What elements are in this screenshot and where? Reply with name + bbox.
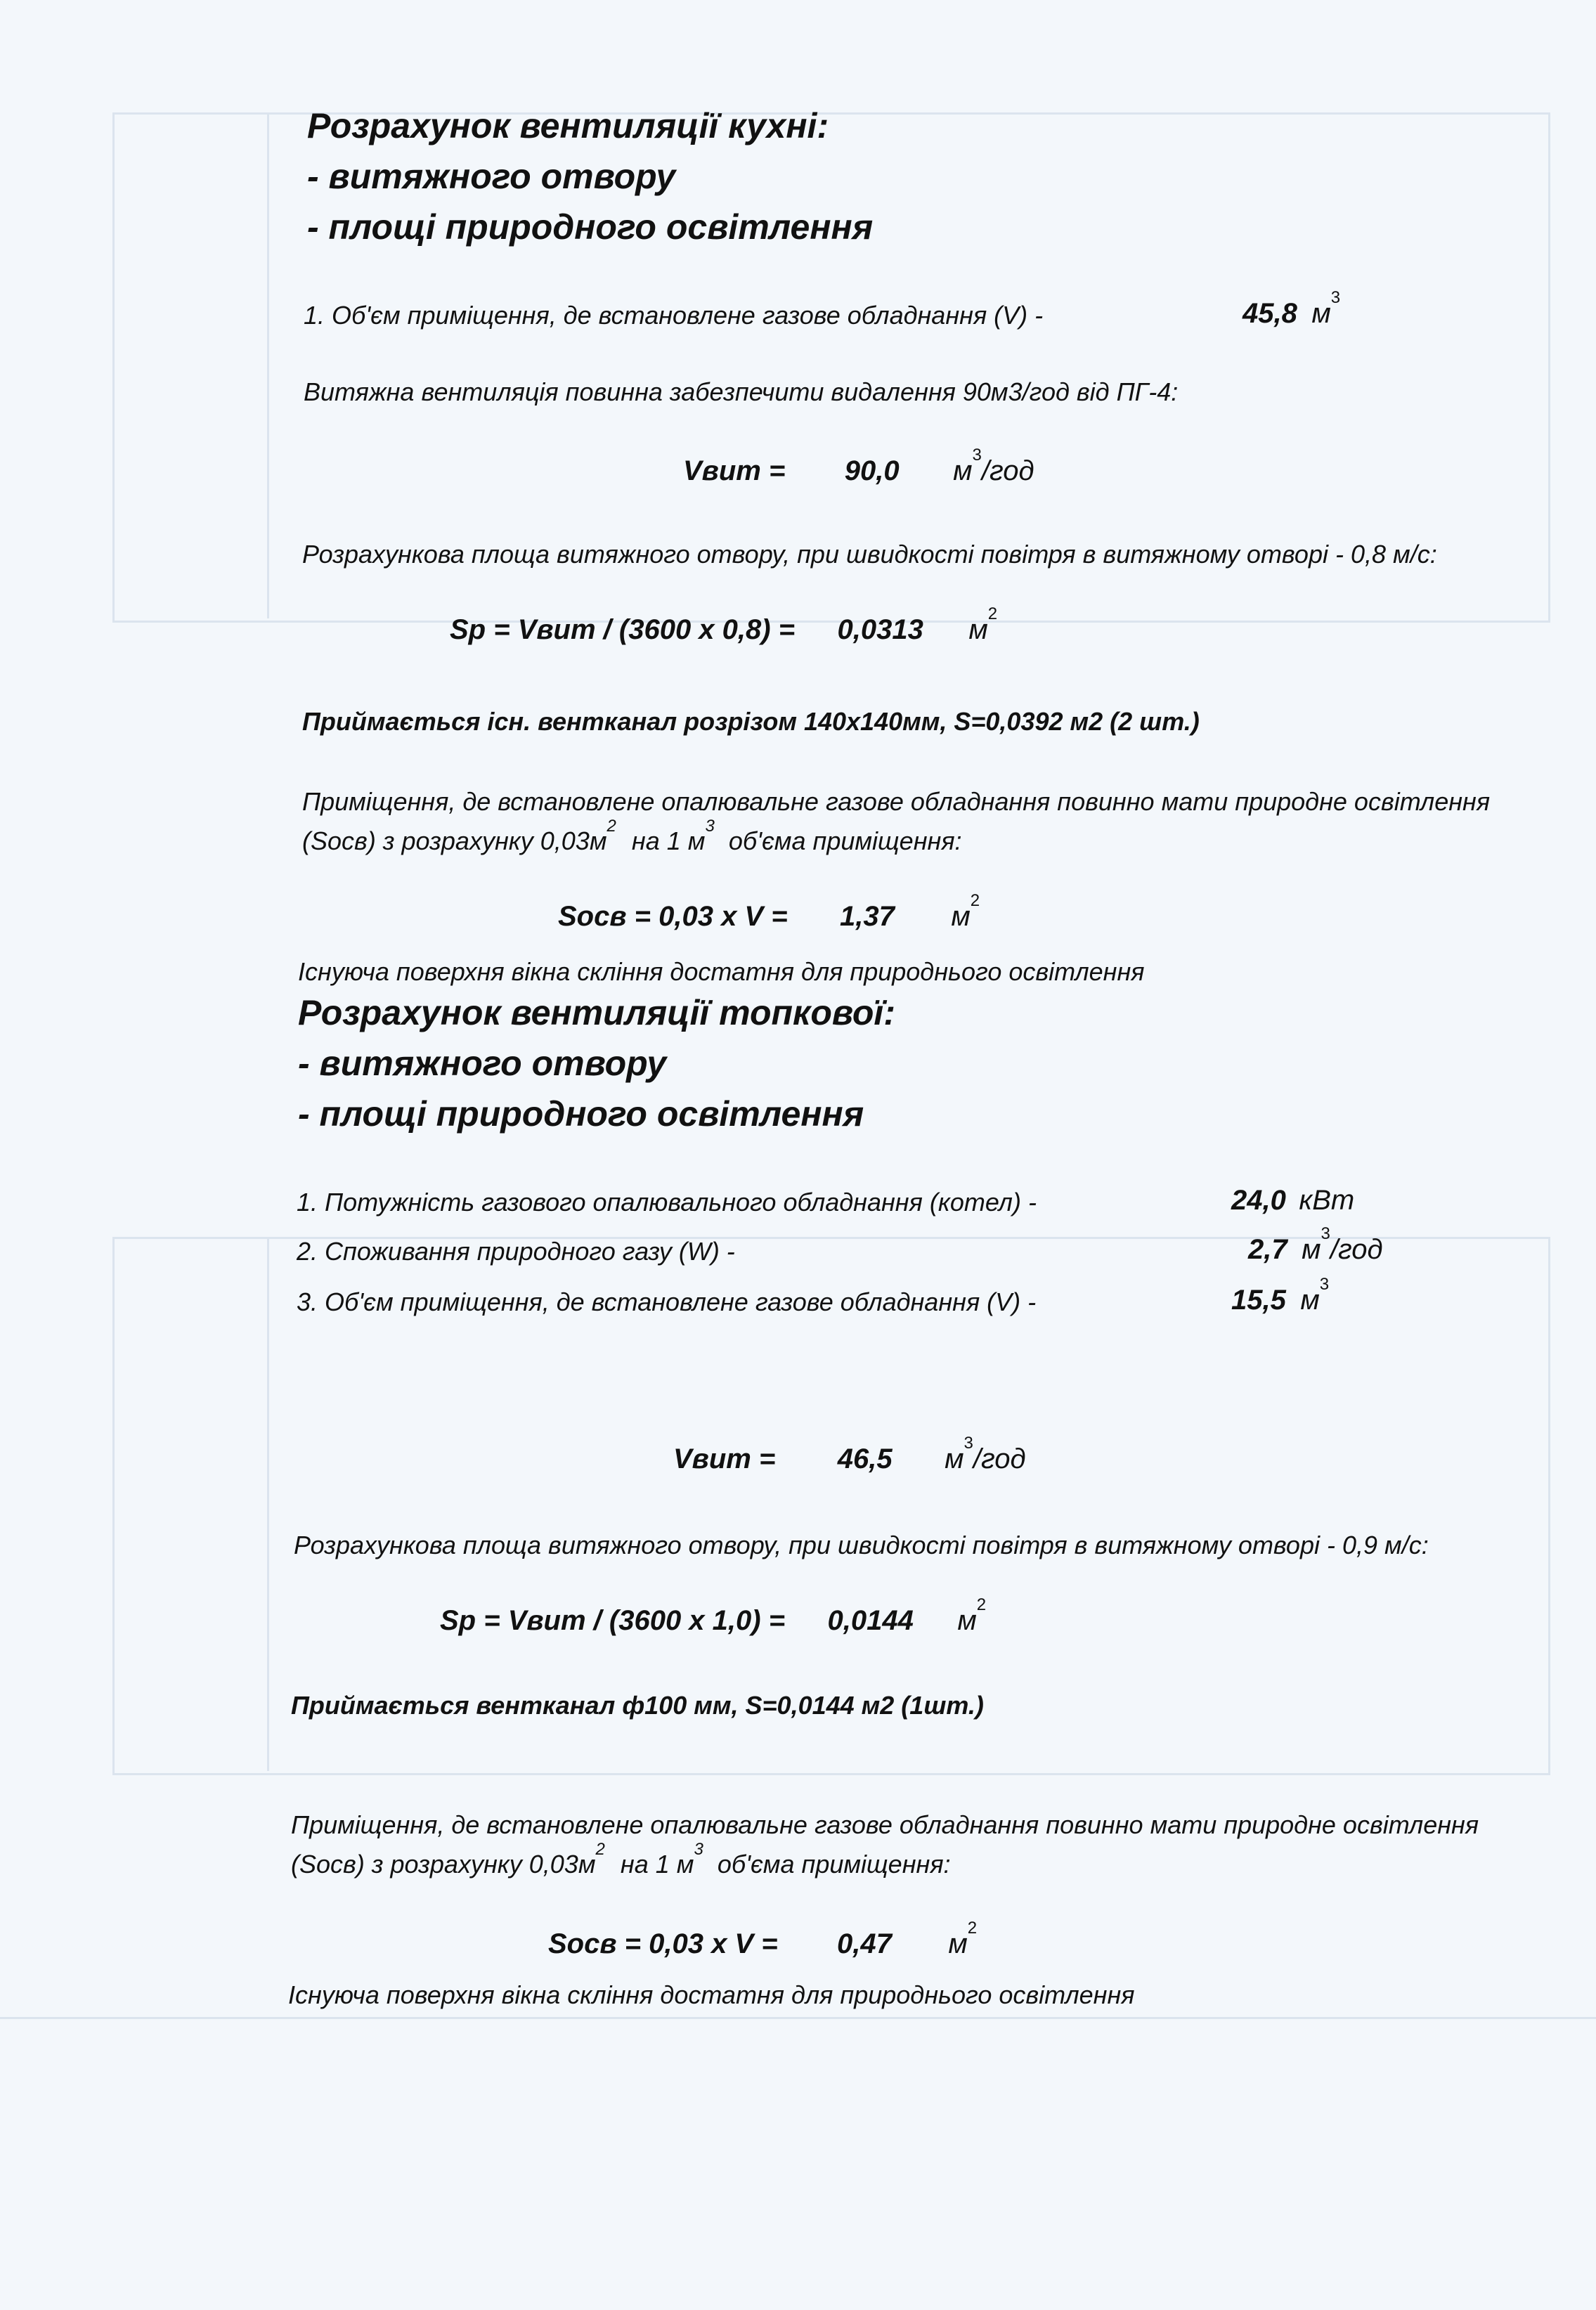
boiler-vvyt-label: Vвит =: [673, 1443, 776, 1474]
boiler-power-value: 24,0: [1231, 1185, 1286, 1216]
boiler-sp-unit: м: [957, 1605, 977, 1636]
boiler-power-label: 1. Потужність газового опалювального обладнання (котел) -: [297, 1188, 1037, 1216]
boiler-sosv-formula: Sосв = 0,03 х V =: [548, 1928, 778, 1959]
kitchen-vvyt-value: 90,0: [844, 455, 900, 486]
background-title-block: [0, 2017, 1596, 2310]
boiler-volume-value: 15,5: [1231, 1285, 1286, 1316]
kitchen-light-note: Приміщення, де встановлене опалювальне газове обладнання повинно мати природне освітлення: [302, 787, 1491, 816]
kitchen-sosv-value: 1,37: [840, 901, 895, 932]
kitchen-light-note-ratio-b: на 1 м: [631, 826, 706, 855]
kitchen-volume-label: 1. Об'єм приміщення, де встановлене газове обладнання (V) -: [304, 301, 1044, 330]
boiler-gas-unit2: /год: [1330, 1234, 1383, 1265]
kitchen-sosv: [558, 891, 980, 933]
boiler-sosv-sup: 2: [967, 1919, 978, 1938]
background-divider: [267, 1237, 269, 1771]
boiler-gas-sup: 3: [1321, 1224, 1330, 1243]
boiler-volume: [1231, 1275, 1330, 1316]
kitchen-volume: [1243, 288, 1341, 330]
boiler-sosv-unit: м: [948, 1928, 968, 1959]
boiler-volume-unit: м: [1300, 1285, 1320, 1316]
boiler-light-note-sup1: 2: [595, 1840, 605, 1859]
kitchen-vvyt: [683, 446, 1034, 487]
kitchen-sosv-unit: м: [951, 901, 971, 932]
boiler-vvyt-unit: м: [945, 1443, 964, 1474]
boiler-gas: [1248, 1224, 1383, 1266]
kitchen-vvyt-label: Vвит =: [683, 455, 786, 486]
kitchen-volume-unit: м: [1311, 298, 1331, 329]
kitchen-exhaust-note: Витяжна вентиляція повинна забезпечити видалення 90м3/год від ПГ-4:: [304, 377, 1179, 406]
boiler-light-note: Приміщення, де встановлене опалювальне газове обладнання повинно мати природне освітлення: [291, 1810, 1479, 1839]
boiler-gas-value: 2,7: [1248, 1234, 1287, 1265]
boiler-sosv: [548, 1919, 978, 1960]
boiler-gas-unit: м: [1302, 1234, 1321, 1265]
boiler-light-note-ratio-a: (Sосв) з розрахунку 0,03м: [291, 1850, 596, 1879]
boiler-sufficient-note: Існуюча поверхня вікна скління достатня для природнього освітлення: [288, 1980, 1135, 2009]
kitchen-area-note: Розрахункова площа витяжного отвору, при швидкості повітря в витяжному отворі - 0,8 м/с:: [302, 540, 1437, 569]
boiler-vvyt-value: 46,5: [837, 1443, 893, 1474]
boiler-sp-sup: 2: [976, 1595, 987, 1614]
kitchen-sp: [450, 604, 998, 646]
boiler-light-note-ratio-b: на 1 м: [620, 1850, 694, 1879]
kitchen-light-note-ratio-a: (Sосв) з розрахунку 0,03м: [302, 826, 607, 855]
boiler-vvyt-unit2: /год: [973, 1443, 1026, 1474]
kitchen-vvyt-unit2: /год: [981, 455, 1034, 486]
kitchen-sp-unit: м: [968, 614, 988, 645]
boiler-vvyt: [673, 1434, 1026, 1475]
boiler-subtitle-light: - площі природного освітлення: [298, 1094, 864, 1134]
boiler-volume-label: 3. Об'єм приміщення, де встановлене газове обладнання (V) -: [297, 1287, 1037, 1316]
kitchen-vvyt-unit: м: [953, 455, 973, 486]
kitchen-subtitle-light: - площі природного освітлення: [307, 207, 874, 247]
kitchen-sp-formula: Sp = Vвит / (3600 х 0,8) =: [450, 614, 796, 645]
boiler-volume-sup: 3: [1319, 1275, 1330, 1294]
boiler-light-note-ratio-c: об'єма приміщення:: [717, 1850, 951, 1879]
boiler-accepted-channel: Приймається вентканал ф100 мм, S=0,0144 м2 (1шт.): [291, 1691, 984, 1720]
kitchen-light-note-sup2: 3: [705, 817, 715, 836]
kitchen-title: Розрахунок вентиляції кухні:: [307, 106, 829, 145]
kitchen-light-note-sup1: 2: [606, 817, 616, 836]
kitchen-subtitle-exhaust: - витяжного отвору: [307, 157, 676, 196]
kitchen-sp-sup: 2: [987, 604, 998, 623]
boiler-sp-value: 0,0144: [827, 1605, 914, 1636]
boiler-vvyt-sup: 3: [964, 1434, 973, 1453]
boiler-sp-formula: Sp = Vвит / (3600 х 1,0) =: [440, 1605, 786, 1636]
kitchen-light-note-ratio: [302, 817, 962, 856]
boiler-light-note-sup2: 3: [694, 1840, 703, 1859]
kitchen-sp-value: 0,0313: [837, 614, 923, 645]
boiler-gas-label: 2. Споживання природного газу (W) -: [297, 1237, 735, 1266]
boiler-sosv-value: 0,47: [837, 1928, 892, 1959]
boiler-light-note-ratio: [291, 1840, 951, 1879]
kitchen-accepted-channel: Приймається існ. вентканал розрізом 140х140мм, S=0,0392 м2 (2 шт.): [302, 707, 1200, 736]
boiler-subtitle-exhaust: - витяжного отвору: [298, 1044, 667, 1083]
kitchen-light-note-ratio-c: об'єма приміщення:: [728, 826, 962, 855]
boiler-sp: [440, 1595, 987, 1637]
boiler-power-unit: кВт: [1299, 1185, 1355, 1216]
boiler-title: Розрахунок вентиляції топкової:: [298, 993, 895, 1032]
kitchen-sosv-formula: Sосв = 0,03 х V =: [558, 901, 788, 932]
kitchen-sosv-sup: 2: [970, 891, 980, 910]
kitchen-volume-value: 45,8: [1243, 298, 1297, 329]
kitchen-volume-sup: 3: [1330, 288, 1341, 307]
kitchen-sufficient-note: Існуюча поверхня вікна скління достатня для природнього освітлення: [298, 957, 1145, 986]
kitchen-vvyt-sup: 3: [972, 446, 982, 465]
boiler-area-note: Розрахункова площа витяжного отвору, при швидкості повітря в витяжному отворі - 0,9 м/с:: [294, 1531, 1429, 1559]
background-divider: [267, 112, 269, 618]
boiler-power: [1231, 1185, 1354, 1216]
